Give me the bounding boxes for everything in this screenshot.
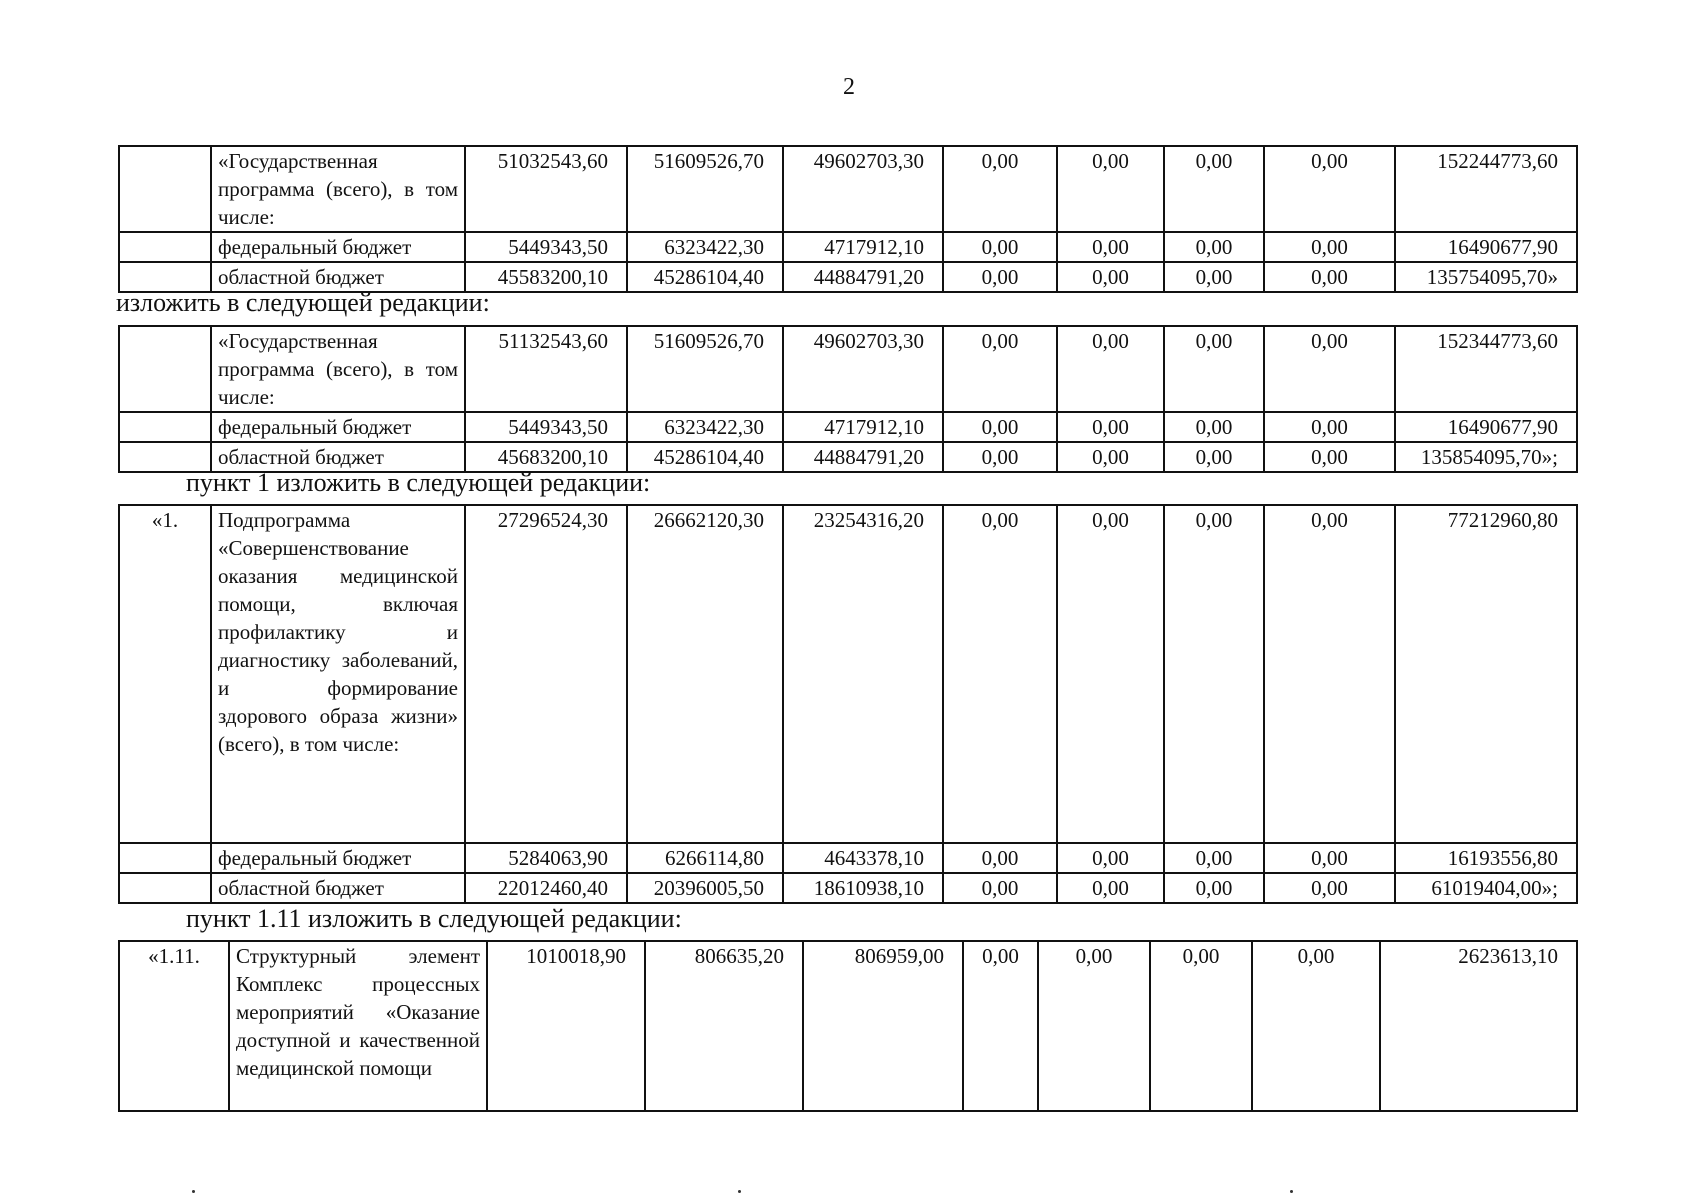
row-label: областной бюджет	[211, 262, 465, 292]
row-label: «Государственная программа (всего), в том числе:	[211, 146, 465, 232]
value-cell: 5449343,50	[465, 412, 627, 442]
value-cell: 0,00	[943, 412, 1057, 442]
value-cell: 0,00	[1038, 941, 1150, 1111]
value-cell: 77212960,80	[1395, 505, 1577, 843]
value-cell: 135854095,70»;	[1395, 442, 1577, 472]
row-index	[119, 326, 211, 412]
value-cell: 16490677,90	[1395, 412, 1577, 442]
table-row	[119, 146, 1577, 232]
value-cell: 4643378,10	[783, 843, 943, 873]
row-label: областной бюджет	[211, 873, 465, 903]
value-cell: 0,00	[943, 146, 1057, 232]
value-cell: 0,00	[1164, 412, 1264, 442]
row-label: «Государственная программа (всего), в том числе:	[211, 326, 465, 412]
value-cell: 0,00	[1264, 326, 1395, 412]
value-cell: 51132543,60	[465, 326, 627, 412]
value-cell: 45583200,10	[465, 262, 627, 292]
table-row	[119, 412, 1577, 442]
value-cell: 27296524,30	[465, 505, 627, 843]
value-cell: 18610938,10	[783, 873, 943, 903]
value-cell: 0,00	[1264, 232, 1395, 262]
value-cell: 152244773,60	[1395, 146, 1577, 232]
value-cell: 0,00	[1057, 146, 1164, 232]
scan-artifact	[738, 1190, 741, 1193]
budget-table-old	[118, 145, 1578, 293]
table-row	[119, 326, 1577, 412]
value-cell: 0,00	[963, 941, 1038, 1111]
value-cell: 0,00	[943, 843, 1057, 873]
value-cell: 0,00	[1150, 941, 1252, 1111]
value-cell: 49602703,30	[783, 146, 943, 232]
value-cell: 44884791,20	[783, 262, 943, 292]
value-cell: 5284063,90	[465, 843, 627, 873]
value-cell: 152344773,60	[1395, 326, 1577, 412]
scan-artifact	[192, 1190, 195, 1193]
value-cell: 0,00	[1164, 843, 1264, 873]
value-cell: 0,00	[1252, 941, 1380, 1111]
row-index	[119, 412, 211, 442]
value-cell: 22012460,40	[465, 873, 627, 903]
instruction-text: пункт 1.11 изложить в следующей редакции:	[186, 904, 682, 933]
value-cell: 6266114,80	[627, 843, 783, 873]
value-cell: 51609526,70	[627, 326, 783, 412]
value-cell: 6323422,30	[627, 232, 783, 262]
value-cell: 0,00	[1057, 442, 1164, 472]
instruction-text: изложить в следующей редакции:	[116, 288, 490, 317]
value-cell: 23254316,20	[783, 505, 943, 843]
value-cell: 0,00	[1057, 843, 1164, 873]
row-label: Подпрограмма «Совершенствование оказания медицинской помощи, включая профилактику и диагностику заболеваний, и формирование здорового образа жизни» (всего), в том числе:	[211, 505, 465, 843]
value-cell: 0,00	[1057, 873, 1164, 903]
value-cell: 2623613,10	[1380, 941, 1577, 1111]
value-cell: 45286104,40	[627, 442, 783, 472]
value-cell: 0,00	[1264, 505, 1395, 843]
value-cell: 49602703,30	[783, 326, 943, 412]
value-cell: 0,00	[1164, 232, 1264, 262]
row-label: областной бюджет	[211, 442, 465, 472]
table-row	[119, 941, 1577, 1111]
value-cell: 0,00	[1164, 326, 1264, 412]
value-cell: 0,00	[1057, 326, 1164, 412]
row-index	[119, 146, 211, 232]
value-cell: 0,00	[1264, 442, 1395, 472]
row-index: «1.11.	[119, 941, 229, 1111]
value-cell: 44884791,20	[783, 442, 943, 472]
value-cell: 0,00	[943, 326, 1057, 412]
table-row	[119, 873, 1577, 903]
value-cell: 0,00	[943, 505, 1057, 843]
row-index	[119, 232, 211, 262]
value-cell: 135754095,70»	[1395, 262, 1577, 292]
value-cell: 4717912,10	[783, 412, 943, 442]
page-number: 2	[843, 74, 855, 100]
value-cell: 0,00	[1164, 505, 1264, 843]
budget-table-new	[118, 325, 1578, 473]
value-cell: 45286104,40	[627, 262, 783, 292]
value-cell: 1010018,90	[487, 941, 645, 1111]
value-cell: 0,00	[1264, 412, 1395, 442]
value-cell: 0,00	[943, 262, 1057, 292]
row-index	[119, 873, 211, 903]
value-cell: 0,00	[1264, 262, 1395, 292]
value-cell: 51609526,70	[627, 146, 783, 232]
value-cell: 0,00	[1057, 412, 1164, 442]
value-cell: 806635,20	[645, 941, 803, 1111]
value-cell: 0,00	[943, 232, 1057, 262]
table-row	[119, 232, 1577, 262]
value-cell: 20396005,50	[627, 873, 783, 903]
value-cell: 0,00	[1264, 146, 1395, 232]
value-cell: 51032543,60	[465, 146, 627, 232]
value-cell: 4717912,10	[783, 232, 943, 262]
value-cell: 0,00	[1057, 232, 1164, 262]
value-cell: 0,00	[1164, 146, 1264, 232]
row-label: Структурный элемент Комплекс процессных мероприятий «Оказание доступной и качественной медицинской помощи	[229, 941, 487, 1111]
scan-artifact	[1290, 1190, 1293, 1193]
value-cell: 0,00	[943, 873, 1057, 903]
value-cell: 0,00	[1264, 843, 1395, 873]
value-cell: 0,00	[1264, 873, 1395, 903]
value-cell: 0,00	[1057, 262, 1164, 292]
row-label: федеральный бюджет	[211, 843, 465, 873]
table-row	[119, 505, 1577, 843]
row-index	[119, 843, 211, 873]
value-cell: 26662120,30	[627, 505, 783, 843]
row-index: «1.	[119, 505, 211, 843]
value-cell: 0,00	[943, 442, 1057, 472]
table-row	[119, 843, 1577, 873]
value-cell: 0,00	[1164, 873, 1264, 903]
instruction-text: пункт 1 изложить в следующей редакции:	[186, 468, 651, 497]
value-cell: 45683200,10	[465, 442, 627, 472]
value-cell: 806959,00	[803, 941, 963, 1111]
budget-table-element	[118, 940, 1578, 1112]
row-label: федеральный бюджет	[211, 232, 465, 262]
value-cell: 16193556,80	[1395, 843, 1577, 873]
value-cell: 0,00	[1164, 442, 1264, 472]
value-cell: 6323422,30	[627, 412, 783, 442]
value-cell: 61019404,00»;	[1395, 873, 1577, 903]
row-label: федеральный бюджет	[211, 412, 465, 442]
value-cell: 0,00	[1164, 262, 1264, 292]
value-cell: 5449343,50	[465, 232, 627, 262]
value-cell: 0,00	[1057, 505, 1164, 843]
value-cell: 16490677,90	[1395, 232, 1577, 262]
budget-table-subprogram	[118, 504, 1578, 904]
